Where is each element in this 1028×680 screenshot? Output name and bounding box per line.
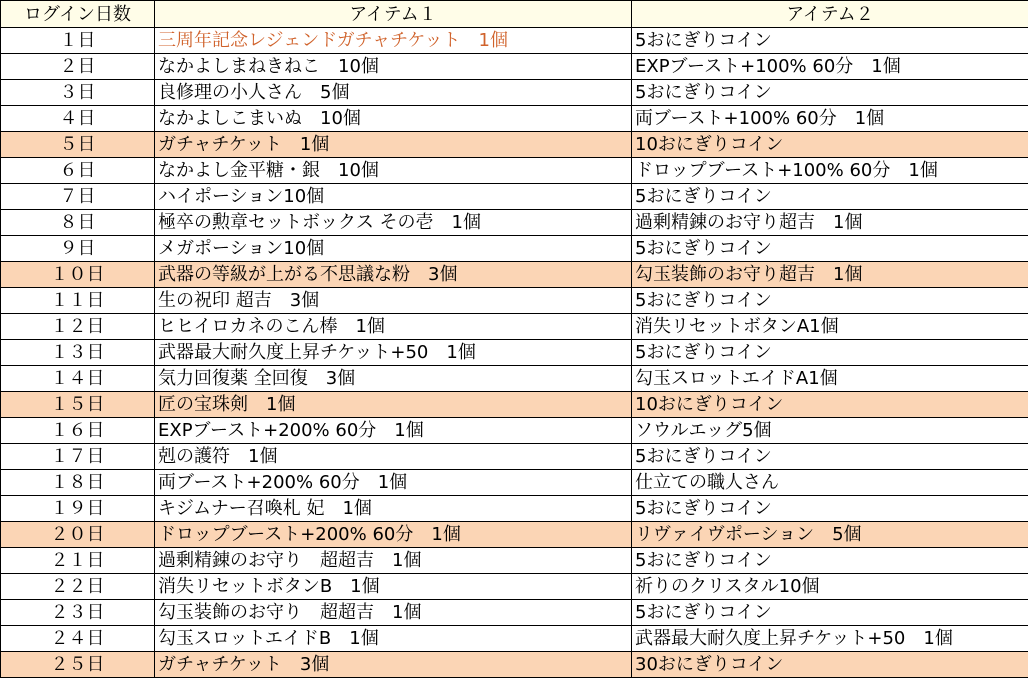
item2-cell: ドロップブースト+100% 60分 1個 xyxy=(632,158,1028,184)
item2-cell: 勾玉装飾のお守り超吉 1個 xyxy=(632,262,1028,288)
item1-cell: なかよし金平糖・銀 10個 xyxy=(155,158,632,184)
item2-cell: EXPブースト+100% 60分 1個 xyxy=(632,54,1028,80)
table-row xyxy=(1,522,1028,548)
day-cell: １７日 xyxy=(1,444,155,470)
item1-cell: 勾玉スロットエイドB 1個 xyxy=(155,626,632,652)
day-cell: １４日 xyxy=(1,366,155,392)
item1-cell: 気力回復薬 全回復 3個 xyxy=(155,366,632,392)
table-row xyxy=(1,236,1028,262)
item2-cell: 5おにぎりコイン xyxy=(632,496,1028,522)
item2-cell: 5おにぎりコイン xyxy=(632,236,1028,262)
item2-cell: リヴァイヴポーション 5個 xyxy=(632,522,1028,548)
table-row xyxy=(1,184,1028,210)
item1-cell: 武器最大耐久度上昇チケット+50 1個 xyxy=(155,340,632,366)
item1-cell: 匠の宝珠剣 1個 xyxy=(155,392,632,418)
table-row xyxy=(1,106,1028,132)
day-cell: ２３日 xyxy=(1,600,155,626)
day-cell: ２２日 xyxy=(1,574,155,600)
day-cell: ７日 xyxy=(1,184,155,210)
item1-cell: メガポーション10個 xyxy=(155,236,632,262)
table-row xyxy=(1,132,1028,158)
item2-cell: 武器最大耐久度上昇チケット+50 1個 xyxy=(632,626,1028,652)
table-row xyxy=(1,548,1028,574)
item1-cell: 三周年記念レジェンドガチャチケット 1個 xyxy=(155,28,632,54)
day-cell: ８日 xyxy=(1,210,155,236)
header-item2: アイテム２ xyxy=(632,1,1028,28)
item1-cell: 消失リセットボタンB 1個 xyxy=(155,574,632,600)
item1-cell: なかよしまねきねこ 10個 xyxy=(155,54,632,80)
table-row xyxy=(1,340,1028,366)
item2-cell: 5おにぎりコイン xyxy=(632,80,1028,106)
table-row xyxy=(1,600,1028,626)
day-cell: １８日 xyxy=(1,470,155,496)
item2-cell: 5おにぎりコイン xyxy=(632,288,1028,314)
item2-cell: 祈りのクリスタル10個 xyxy=(632,574,1028,600)
item2-cell: 30おにぎりコイン xyxy=(632,652,1028,678)
item1-cell: ハイポーション10個 xyxy=(155,184,632,210)
item1-cell: 良修理の小人さん 5個 xyxy=(155,80,632,106)
day-cell: ９日 xyxy=(1,236,155,262)
table-row xyxy=(1,366,1028,392)
table-row xyxy=(1,418,1028,444)
day-cell: ２１日 xyxy=(1,548,155,574)
day-cell: １６日 xyxy=(1,418,155,444)
day-cell: １９日 xyxy=(1,496,155,522)
day-cell: ４日 xyxy=(1,106,155,132)
table-row xyxy=(1,392,1028,418)
table-row xyxy=(1,574,1028,600)
item2-cell: 5おにぎりコイン xyxy=(632,548,1028,574)
item1-cell: キジムナー召喚札 妃 1個 xyxy=(155,496,632,522)
item1-cell: ヒヒイロカネのこん棒 1個 xyxy=(155,314,632,340)
table-row xyxy=(1,28,1028,54)
table-row xyxy=(1,470,1028,496)
table-row xyxy=(1,626,1028,652)
item2-cell: 5おにぎりコイン xyxy=(632,28,1028,54)
day-cell: １０日 xyxy=(1,262,155,288)
day-cell: ６日 xyxy=(1,158,155,184)
table-row xyxy=(1,210,1028,236)
table-row xyxy=(1,652,1028,678)
item2-cell: 両ブースト+100% 60分 1個 xyxy=(632,106,1028,132)
table-row xyxy=(1,288,1028,314)
item2-cell: 5おにぎりコイン xyxy=(632,184,1028,210)
item2-cell: 勾玉スロットエイドA1個 xyxy=(632,366,1028,392)
item2-cell: 10おにぎりコイン xyxy=(632,392,1028,418)
item1-cell: ガチャチケット 3個 xyxy=(155,652,632,678)
item1-cell: 極卒の勲章セットボックス その壱 1個 xyxy=(155,210,632,236)
item2-cell: 5おにぎりコイン xyxy=(632,444,1028,470)
item1-cell: 勾玉装飾のお守り 超超吉 1個 xyxy=(155,600,632,626)
table-row xyxy=(1,262,1028,288)
day-cell: １３日 xyxy=(1,340,155,366)
table-row xyxy=(1,314,1028,340)
item1-cell: 両ブースト+200% 60分 1個 xyxy=(155,470,632,496)
item1-cell: 過剰精錬のお守り 超超吉 1個 xyxy=(155,548,632,574)
table-body xyxy=(1,28,1028,678)
table-row xyxy=(1,444,1028,470)
header-login-days: ログイン日数 xyxy=(1,1,155,28)
item2-cell: 5おにぎりコイン xyxy=(632,340,1028,366)
header-item1: アイテム１ xyxy=(155,1,632,28)
item1-cell: ガチャチケット 1個 xyxy=(155,132,632,158)
day-cell: １２日 xyxy=(1,314,155,340)
header-row xyxy=(1,1,1028,28)
table-row xyxy=(1,496,1028,522)
day-cell: ２４日 xyxy=(1,626,155,652)
item1-cell: 剋の護符 1個 xyxy=(155,444,632,470)
item1-cell: なかよしこまいぬ 10個 xyxy=(155,106,632,132)
day-cell: １５日 xyxy=(1,392,155,418)
table-row xyxy=(1,158,1028,184)
item1-cell: EXPブースト+200% 60分 1個 xyxy=(155,418,632,444)
item2-cell: 仕立ての職人さん xyxy=(632,470,1028,496)
day-cell: １１日 xyxy=(1,288,155,314)
day-cell: １日 xyxy=(1,28,155,54)
day-cell: ３日 xyxy=(1,80,155,106)
item2-cell: 過剰精錬のお守り超吉 1個 xyxy=(632,210,1028,236)
item2-cell: 消失リセットボタンA1個 xyxy=(632,314,1028,340)
day-cell: ２日 xyxy=(1,54,155,80)
table-row xyxy=(1,80,1028,106)
item2-cell: 10おにぎりコイン xyxy=(632,132,1028,158)
item2-cell: 5おにぎりコイン xyxy=(632,600,1028,626)
day-cell: ２５日 xyxy=(1,652,155,678)
table-row xyxy=(1,54,1028,80)
item1-cell: 武器の等級が上がる不思議な粉 3個 xyxy=(155,262,632,288)
item1-cell: 生の祝印 超吉 3個 xyxy=(155,288,632,314)
day-cell: ５日 xyxy=(1,132,155,158)
item2-cell: ソウルエッグ5個 xyxy=(632,418,1028,444)
day-cell: ２０日 xyxy=(1,522,155,548)
item1-cell: ドロップブースト+200% 60分 1個 xyxy=(155,522,632,548)
